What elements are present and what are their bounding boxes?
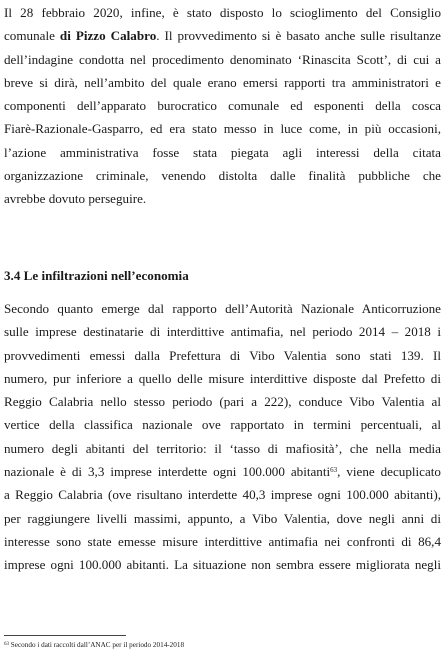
paragraph-pizzo-calabro [4, 1, 441, 211]
text-fragment: comunale [4, 28, 60, 44]
footnote-reference[interactable]: 63 [330, 466, 338, 475]
text-line: avrebbe dovuto perseguire. [4, 191, 147, 207]
text-line: l’azione amministrativa fosse stata piegata agli interessi della citata [4, 144, 441, 160]
text-line [4, 24, 441, 47]
text-line: dell’indagine condotta nel procedimento denominato ‘Rinascita Scott’, di cui a [4, 51, 441, 67]
text-line: numero degli abitanti del territorio: il ‘tasso di mafiosità’, che nella media [4, 440, 441, 456]
document-page [4, 0, 441, 653]
bold-municipality-name: di Pizzo Calabro [59, 28, 157, 44]
text-line: a Reggio Calabria (ove risultano interdette 40,3 imprese ogni 100.000 abitanti), [4, 487, 441, 503]
text-line: organizzazione criminale, venendo distolta dalle finalità pubbliche che [4, 168, 441, 184]
text-fragment: , viene decuplicato [337, 464, 441, 480]
text-line: imprese ogni 100.000 abitanti. La situazione non sembra essere migliorata negli [4, 557, 441, 573]
text-line: per raggiungere livelli massimi, appunto, a Vibo Valentia, dove negli anni di [4, 510, 441, 526]
footnote-text: Secondo i dati raccolti dall’ANAC per il periodo 2014-2018 [9, 641, 185, 649]
text-line: Il 28 febbraio 2020, infine, è stato disposto lo scioglimento del Consiglio [4, 5, 441, 20]
text-line: provvedimenti emessi dalla Prefettura di Vibo Valentia sono stati 139. Il [4, 347, 441, 363]
text-fragment: nazionale è di 3,3 imprese interdette ogni 100.000 abitanti [4, 464, 331, 480]
section-heading: 3.4 Le infiltrazioni nell’economia [4, 268, 189, 283]
text-line: interesse sono state emesse misure interdittive antimafia nei confronti di 86,4 [4, 533, 441, 549]
footnote-separator [4, 635, 126, 636]
text-line: Reggio Calabria nello stesso periodo (pari a 222), conduce Vibo Valentia al [4, 394, 441, 410]
text-fragment: . Il provvedimento si è basato anche sulle risultanze [156, 28, 441, 44]
text-line: Secondo quanto emerge dal rapporto dell’Autorità Nazionale Anticorruzione [4, 301, 441, 316]
text-line: breve si dirà, nell’ambito del quale erano emersi rapporti tra amministratori e [4, 74, 441, 90]
text-line: numero, pur inferiore a quello delle misure interdittive disposte dal Prefetto di [4, 370, 441, 386]
text-line: sulle imprese destinatarie di interdittive antimafia, nel periodo 2014 – 2018 i [4, 324, 441, 340]
footnote-number: 63 [4, 642, 9, 647]
text-line: Fiarè-Razionale-Gasparro, ed era stato messo in luce come, in più occasioni, [4, 121, 441, 137]
text-line: componenti dell’apparato burocratico comunale ed esponenti della cosca [4, 98, 441, 114]
text-line [4, 460, 441, 483]
paragraph-infiltrazioni [4, 297, 441, 577]
footnote [4, 640, 184, 650]
text-line: vertice della classifica nazionale ove rapportato in termini percentuali, al [4, 417, 441, 433]
